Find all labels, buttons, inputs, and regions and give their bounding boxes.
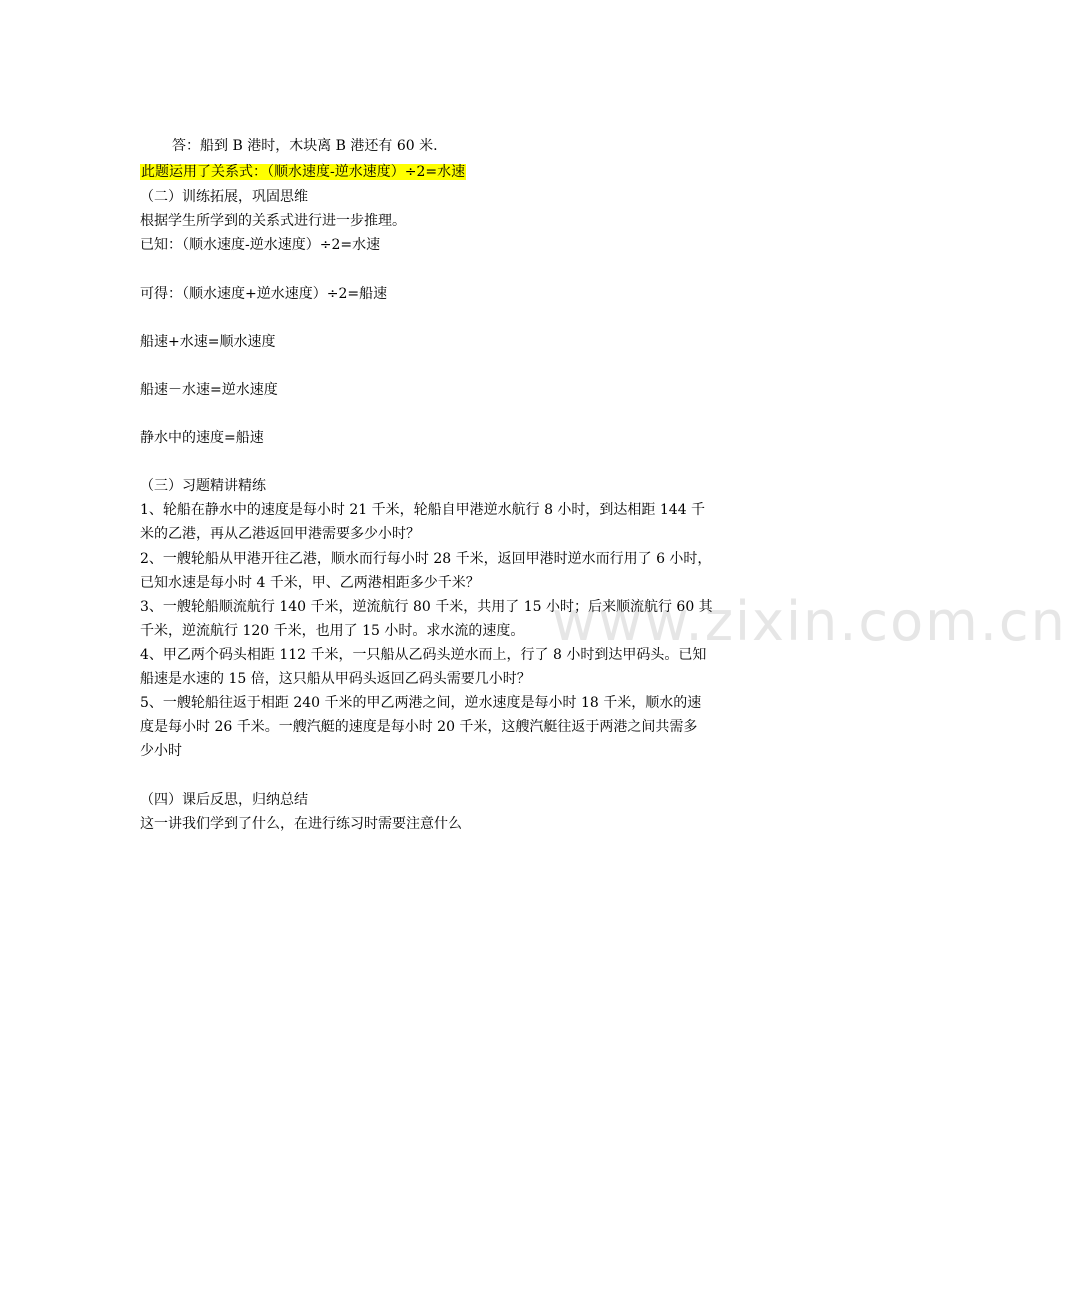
section4-text: 这一讲我们学到了什么，在进行练习时需要注意什么	[140, 816, 462, 832]
problem-4-line-1: 4、甲乙两个码头相距 112 千米，一只船从乙码头逆水而上，行了 8 小时到达甲码头。已知	[140, 647, 707, 663]
problem-3-line-2: 千米，逆流航行 120 千米，也用了 15 小时。求水流的速度。	[140, 623, 525, 639]
section2-intro: 根据学生所学到的关系式进行进一步推理。	[140, 213, 406, 229]
problem-3-line-1: 3、一艘轮船顺流航行 140 千米，逆流航行 80 千米，共用了 15 小时；后来顺流航行 60 其	[140, 599, 713, 615]
problem-5-line-2: 度是每小时 26 千米。一艘汽艇的速度是每小时 20 千米，这艘汽艇往返于两港之间共需多	[140, 719, 698, 735]
highlighted-relation-text: 此题运用了关系式：（顺水速度-逆水速度）÷2=水速	[141, 164, 466, 180]
formula-still-water: 静水中的速度=船速	[140, 430, 264, 446]
formula-downstream: 船速+水速=顺水速度	[140, 334, 276, 350]
problem-1-line-2: 米的乙港，再从乙港返回甲港需要多少小时？	[140, 526, 420, 542]
problem-5-line-1: 5、一艘轮船往返于相距 240 千米的甲乙两港之间，逆水速度是每小时 18 千米，顺水的速	[140, 695, 702, 711]
section3-heading: （三）习题精讲精练	[140, 478, 266, 494]
section4-heading: （四）课后反思，归纳总结	[140, 792, 308, 808]
problem-2-line-1: 2、一艘轮船从甲港开往乙港，顺水而行每小时 28 千米，返回甲港时逆水而行用了 6 小时，	[140, 551, 712, 567]
problem-1-line-1: 1、轮船在静水中的速度是每小时 21 千米，轮船自甲港逆水航行 8 小时，到达相距 144 千	[140, 502, 706, 518]
formula-upstream: 船速－水速=逆水速度	[140, 382, 278, 398]
problem-4-line-2: 船速是水速的 15 倍，这只船从甲码头返回乙码头需要几小时？	[140, 671, 531, 687]
watermark-text: www.zixin.com.cn	[552, 590, 1067, 653]
problem-5-line-3: 少小时	[140, 743, 182, 759]
known-formula: 已知：（顺水速度-逆水速度）÷2=水速	[140, 237, 381, 253]
section2-heading: （二）训练拓展，巩固思维	[140, 189, 308, 205]
relation-highlight	[140, 163, 466, 181]
problem-2-line-2: 已知水速是每小时 4 千米，甲、乙两港相距多少千米？	[140, 575, 480, 591]
answer-line: 答：船到 B 港时，木块离 B 港还有 60 米.	[172, 138, 438, 154]
derived-formula: 可得：（顺水速度+逆水速度）÷2=船速	[140, 286, 388, 302]
